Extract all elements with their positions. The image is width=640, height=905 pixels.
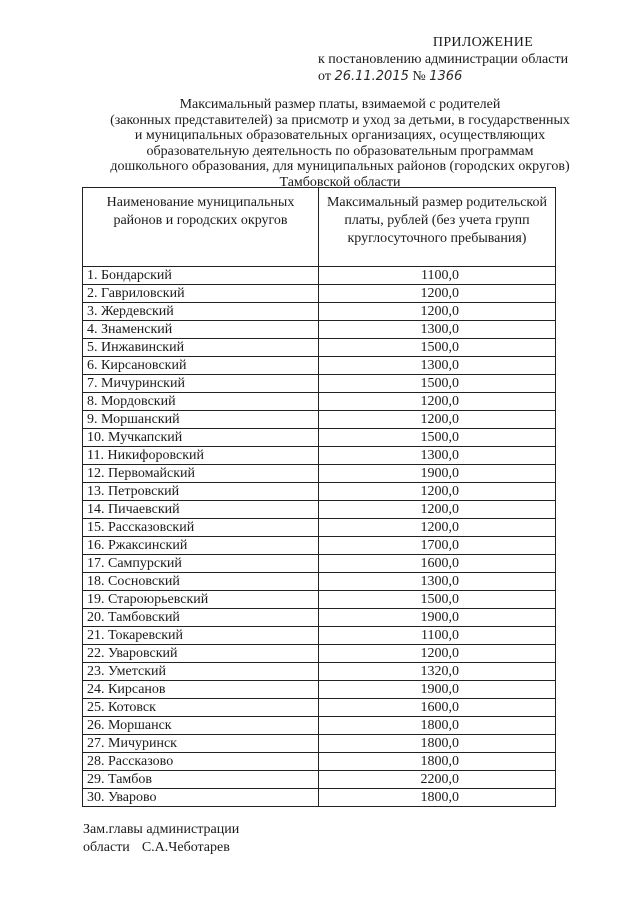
signatory-position: Зам.главы администрации (83, 822, 240, 837)
max-fee-value: 1200,0 (319, 411, 556, 429)
max-fee-value: 2200,0 (319, 771, 556, 789)
municipality-name: 16. Ржаксинский (83, 537, 319, 555)
max-fee-value: 1500,0 (319, 429, 556, 447)
title-line: Максимальный размер платы, взимаемой с родителей (179, 97, 501, 112)
table-row (83, 789, 556, 807)
municipality-name: 2. Гавриловский (83, 285, 319, 303)
municipality-name: 27. Мичуринск (83, 735, 319, 753)
municipality-name: 4. Знаменский (83, 321, 319, 339)
max-fee-value: 1900,0 (319, 465, 556, 483)
max-fee-value: 1300,0 (319, 357, 556, 375)
max-fee-value: 1200,0 (319, 285, 556, 303)
title-line: и муниципальных образовательных организациях, осуществляющих (134, 128, 546, 143)
table-row (83, 573, 556, 591)
table-row (83, 267, 556, 285)
municipality-name: 28. Рассказово (83, 753, 319, 771)
resolution-date: 26.11.2015 (334, 69, 409, 84)
max-fee-value: 1200,0 (319, 483, 556, 501)
max-fee-value: 1500,0 (319, 375, 556, 393)
municipality-name: 18. Сосновский (83, 573, 319, 591)
signatory-line2 (83, 839, 239, 857)
table-row (83, 645, 556, 663)
table-header-row (83, 188, 556, 267)
municipality-name: 6. Кирсановский (83, 357, 319, 375)
municipality-name: 14. Пичаевский (83, 501, 319, 519)
table-row (83, 681, 556, 699)
document-title (60, 97, 620, 190)
municipality-name: 29. Тамбов (83, 771, 319, 789)
municipality-name: 22. Уваровский (83, 645, 319, 663)
max-fee-value: 1300,0 (319, 447, 556, 465)
municipality-name: 5. Инжавинский (83, 339, 319, 357)
municipality-name: 20. Тамбовский (83, 609, 319, 627)
municipality-name: 7. Мичуринский (83, 375, 319, 393)
max-fee-value: 1200,0 (319, 519, 556, 537)
max-fee-value: 1800,0 (319, 717, 556, 735)
table-row (83, 501, 556, 519)
table-row (83, 303, 556, 321)
max-fee-value: 1320,0 (319, 663, 556, 681)
table-row (83, 717, 556, 735)
municipality-name: 21. Токаревский (83, 627, 319, 645)
municipality-name: 1. Бондарский (83, 267, 319, 285)
municipality-name: 17. Сампурский (83, 555, 319, 573)
table-row (83, 357, 556, 375)
max-fee-value: 1600,0 (319, 699, 556, 717)
municipality-name: 30. Уварово (83, 789, 319, 807)
table-row (83, 753, 556, 771)
table-row (83, 537, 556, 555)
table-row (83, 375, 556, 393)
table-row (83, 519, 556, 537)
appendix-resolution-ref: к постановлению администрации области (318, 52, 569, 67)
signatory-position-region: области (83, 840, 130, 855)
max-fee-value: 1200,0 (319, 501, 556, 519)
municipality-name: 24. Кирсанов (83, 681, 319, 699)
municipality-name: 23. Уметский (83, 663, 319, 681)
fees-table (82, 187, 556, 807)
max-fee-value: 1900,0 (319, 609, 556, 627)
table-row (83, 609, 556, 627)
max-fee-value: 1200,0 (319, 393, 556, 411)
title-line: образовательную деятельность по образовательным программам (146, 143, 534, 159)
max-fee-value: 1200,0 (319, 303, 556, 321)
municipality-name: 26. Моршанск (83, 717, 319, 735)
max-fee-value: 1800,0 (319, 753, 556, 771)
table-row (83, 627, 556, 645)
municipality-name: 10. Мучкапский (83, 429, 319, 447)
municipality-name: 12. Первомайский (83, 465, 319, 483)
table-row (83, 555, 556, 573)
table-row (83, 411, 556, 429)
max-fee-value: 1800,0 (319, 789, 556, 807)
table-row (83, 393, 556, 411)
table-row (83, 429, 556, 447)
max-fee-value: 1500,0 (319, 591, 556, 609)
appendix-header (318, 34, 618, 85)
table-row (83, 735, 556, 753)
table-row (83, 321, 556, 339)
municipality-name: 8. Мордовский (83, 393, 319, 411)
table-row (83, 591, 556, 609)
table-row (83, 483, 556, 501)
table-row (83, 285, 556, 303)
table-row (83, 771, 556, 789)
max-fee-value: 1200,0 (319, 645, 556, 663)
table-row (83, 465, 556, 483)
table-row (83, 699, 556, 717)
municipality-name: 9. Моршанский (83, 411, 319, 429)
max-fee-value: 1300,0 (319, 321, 556, 339)
title-line: (законных представителей) за присмотр и уход за детьми, в государственных (110, 112, 570, 128)
table-row (83, 447, 556, 465)
municipality-name: 13. Петровский (83, 483, 319, 501)
max-fee-value: 1100,0 (319, 627, 556, 645)
title-line: Тамбовской области (279, 174, 401, 190)
table-row (83, 663, 556, 681)
max-fee-value: 1300,0 (319, 573, 556, 591)
max-fee-value: 1700,0 (319, 537, 556, 555)
date-prefix: от (318, 69, 331, 84)
appendix-date-line (318, 68, 618, 85)
max-fee-value: 1800,0 (319, 735, 556, 753)
max-fee-value: 1100,0 (319, 267, 556, 285)
header-municipality: Наименование муниципальных районов и городских округов (83, 188, 319, 267)
signature-block (83, 821, 239, 857)
number-prefix: № (412, 69, 426, 84)
title-line: дошкольного образования, для муниципальных районов (городских округов) (110, 159, 570, 174)
max-fee-value: 1900,0 (319, 681, 556, 699)
resolution-number: 1366 (429, 69, 463, 84)
table-row (83, 339, 556, 357)
signatory-name: С.А.Чеботарев (141, 840, 230, 855)
max-fee-value: 1500,0 (319, 339, 556, 357)
municipality-name: 25. Котовск (83, 699, 319, 717)
municipality-name: 15. Рассказовский (83, 519, 319, 537)
municipality-name: 19. Староюрьевский (83, 591, 319, 609)
municipality-name: 3. Жердевский (83, 303, 319, 321)
fees-table-body (83, 267, 556, 807)
max-fee-value: 1600,0 (319, 555, 556, 573)
municipality-name: 11. Никифоровский (83, 447, 319, 465)
appendix-title: ПРИЛОЖЕНИЕ (432, 35, 534, 50)
header-max-fee: Максимальный размер родительской платы, рублей (без учета групп круглосуточного пребывания) (319, 188, 556, 267)
